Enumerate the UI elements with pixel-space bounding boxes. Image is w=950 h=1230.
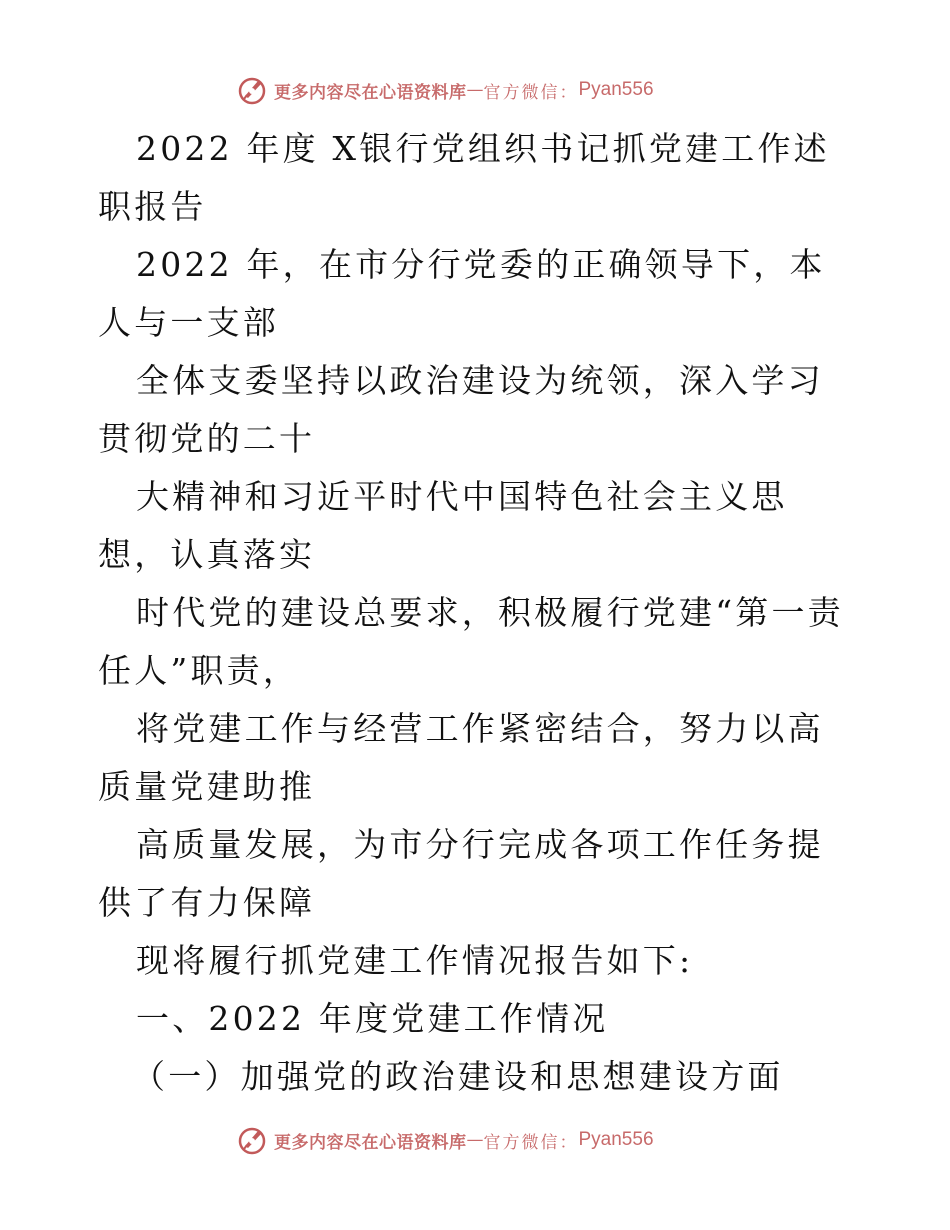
- paragraph: 现将履行抓党建工作情况报告如下:: [136, 941, 694, 980]
- watermark-site-name: 更多内容尽在心语资料库: [274, 1132, 467, 1153]
- paragraph: 高质量发展，为市分行完成各项工作任务提供了有力保障: [98, 825, 824, 922]
- paragraph: 时代党的建设总要求，积极履行党建“第一责任人”职责，: [98, 593, 844, 690]
- watermark-wechat-label: 官方微信：: [483, 1132, 579, 1153]
- paragraph: 2022 年，在市分行党委的正确领导下，本人与一支部: [98, 245, 826, 342]
- paragraph: 将党建工作与经营工作紧密结合，努力以高质量党建助推: [98, 709, 824, 806]
- watermark-site-name: 更多内容尽在心语资料库: [274, 82, 467, 103]
- watermark-wechat-id: Pyan556: [578, 1129, 654, 1150]
- watermark-footer: [236, 1123, 654, 1157]
- watermark-wechat-id: Pyan556: [578, 79, 654, 100]
- quill-pen-logo-icon: [236, 1124, 268, 1156]
- paragraph: 全体支委坚持以政治建设为统领，深入学习贯彻党的二十: [98, 361, 824, 458]
- watermark-wechat-label: 官方微信：: [483, 82, 579, 103]
- watermark-separator: —: [466, 1130, 484, 1150]
- document-title: 2022 年度 X银行党组织书记抓党建工作述职报告: [98, 129, 830, 226]
- document-body: [98, 120, 858, 1106]
- subsection-heading: （一）加强党的政治建设和思想建设方面: [132, 1057, 784, 1096]
- paragraph: 大精神和习近平时代中国特色社会主义思想，认真落实: [98, 477, 788, 574]
- watermark-header: [236, 73, 654, 107]
- watermark-separator: —: [466, 80, 484, 100]
- section-heading: 一、2022 年度党建工作情况: [136, 999, 609, 1038]
- quill-pen-logo-icon: [236, 74, 268, 106]
